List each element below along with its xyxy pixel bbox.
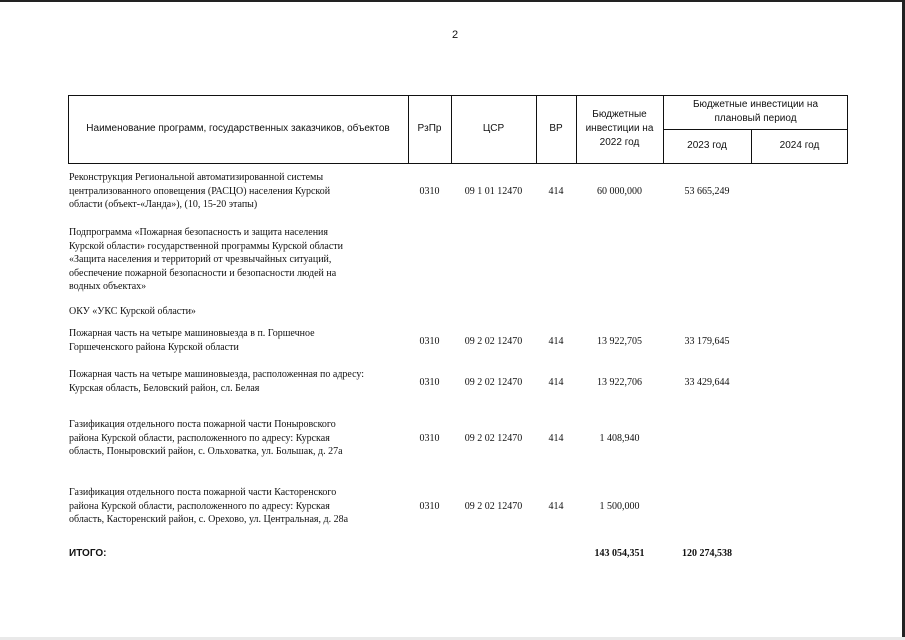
row-csr: 09 2 02 12470 [464, 501, 523, 512]
row-vr: 414 [548, 433, 564, 444]
row-value-2022: 1 408,940 [599, 433, 640, 444]
row-value-2022: 60 000,000 [597, 186, 642, 197]
row-rzpr: 0310 [419, 377, 440, 388]
row-name: Пожарная часть на четыре машиновыезда в п. Горшечное Горшеченского района Курской области [69, 328, 315, 353]
header-rzpr: РзПр [417, 123, 442, 134]
row-csr: 09 1 01 12470 [464, 186, 523, 197]
row-csr: 09 2 02 12470 [464, 336, 523, 347]
header-investments-2022: Бюджетные инвестиции на 2022 год [585, 109, 654, 148]
row-vr: 414 [548, 186, 564, 197]
row-rzpr: 0310 [419, 501, 440, 512]
row-name: Реконструкция Региональной автоматизированной системы централизованного оповещения (РАСЦО) населения Курской области (объект-«Ланда»), (10, 15-20 этапы) [69, 172, 331, 210]
table-header [68, 95, 848, 164]
row-value-2022: 1 500,000 [599, 501, 640, 512]
row-name: Подпрограмма «Пожарная безопасность и защита населения Курской области» государственной программы Курской области «Защита населения и территорий от чрезвычайных ситуаций, обеспечение пожарной безопасности и безопасности людей на водных объектах» [69, 227, 344, 292]
row-name: Газификация отдельного поста пожарной части Касторенского района Курской области, расположенного по адресу: Курская область, Касторенский район, с. Орехово, ул. Центральная, д. 28а [69, 487, 349, 525]
row-rzpr: 0310 [419, 336, 440, 347]
row-csr: 09 2 02 12470 [464, 433, 523, 444]
header-planned-period: Бюджетные инвестиции на плановый период [692, 99, 819, 124]
page-number: 2 [452, 29, 459, 41]
row-value-2023: 53 665,249 [684, 186, 730, 197]
header-year-2024: 2024 год [779, 140, 820, 151]
header-name: Наименование программ, государственных заказчиков, объектов [86, 123, 390, 134]
row-rzpr: 0310 [419, 433, 440, 444]
header-year-2023: 2023 год [687, 140, 727, 151]
row-value-2023: 33 179,645 [684, 336, 730, 347]
header-csr: ЦСР [482, 123, 505, 134]
row-name: Пожарная часть на четыре машиновыезда, расположенная по адресу: Курская область, Беловский район, сл. Белая [69, 369, 365, 394]
row-value-2023: 33 429,644 [684, 377, 730, 388]
row-value-2022: 13 922,706 [597, 377, 642, 388]
row-vr: 414 [548, 377, 564, 388]
row-csr: 09 2 02 12470 [464, 377, 523, 388]
table-body [68, 164, 848, 584]
total-label: ИТОГО: [69, 548, 107, 559]
header-vr: ВР [549, 123, 563, 134]
row-name: Газификация отдельного поста пожарной части Поныровского района Курской области, расположенного по адресу: Курская область, Поныровский район, с. Ольховатка, ул. Большак, д. 27а [69, 419, 343, 457]
total-value-2023: 120 274,538 [682, 548, 732, 559]
row-rzpr: 0310 [419, 186, 440, 197]
row-vr: 414 [548, 501, 564, 512]
scan-edge-top [0, 0, 905, 2]
row-name: ОКУ «УКС Курской области» [69, 306, 196, 317]
total-value-2022: 143 054,351 [594, 548, 645, 559]
row-vr: 414 [548, 336, 564, 347]
row-value-2022: 13 922,705 [597, 336, 642, 347]
